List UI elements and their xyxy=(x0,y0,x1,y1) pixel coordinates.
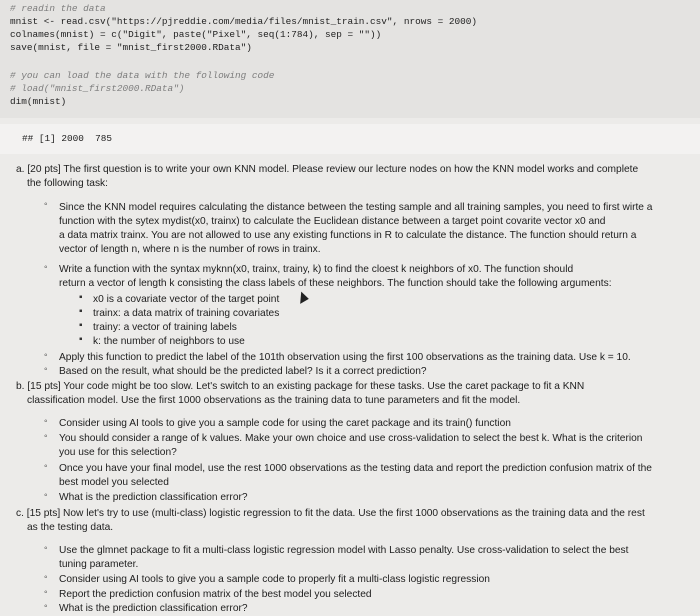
code-line: colnames(mnist) = c("Digit", paste("Pixel", seq(1:784), sep = "")) xyxy=(10,29,382,40)
qa-bullet-3: Apply this function to predict the label of the 101th observation using the first 100 observations as the training data. Use k = 10. xyxy=(59,352,631,363)
qb-bullet-3-line-1: Once you have your final model, use the rest 1000 observations as the testing data and report the prediction confusion matrix of the xyxy=(59,463,652,474)
output-line: ## [1] 2000 785 xyxy=(22,133,113,144)
qa-bullet-2-line-2: return a vector of length k consisting the class labels of these neighbors. The function should take the following arguments: xyxy=(59,278,612,289)
bullet-icon: ◦ xyxy=(44,543,48,554)
qa-bullet-2-line-1: Write a function with the syntax myknn(x0, trainx, trainy, k) to find the cloest k neighbors of x0. The function should xyxy=(59,264,574,275)
qc-bullet-4: What is the prediction classification error? xyxy=(59,603,248,614)
qc-bullet-1-line-1: Use the glmnet package to fit a multi-class logistic regression model with Lasso penalty. Use cross-validation to select the best xyxy=(59,545,629,556)
mouse-cursor-icon xyxy=(295,290,309,304)
bullet-icon: ◦ xyxy=(44,572,48,583)
code-line: dim(mnist) xyxy=(10,96,67,107)
square-bullet-icon: ▪ xyxy=(79,306,83,317)
qc-bullet-2: Consider using AI tools to give you a sample code to properly fit a multi-class logistic regression xyxy=(59,574,490,585)
bullet-icon: ◦ xyxy=(44,490,48,501)
square-bullet-icon: ▪ xyxy=(79,292,83,303)
qb-bullet-2-line-1: You should consider a range of k values. Make your own choice and use cross-validation to select the best k. What is the criterion xyxy=(59,433,643,444)
code-comment: # you can load the data with the following code xyxy=(10,70,275,81)
bullet-icon: ◦ xyxy=(44,587,48,598)
question-b-heading: b. [15 pts] Your code might be too slow. Let's switch to an existing package for these tasks. Use the caret package to fit a KNN xyxy=(16,381,585,392)
question-b-heading-cont: classification model. Use the first 1000 observations as the training data to tune parameters and fit the model. xyxy=(27,395,521,406)
qa-arg-x0: x0 is a covariate vector of the target point xyxy=(93,294,280,305)
bullet-icon: ◦ xyxy=(44,350,48,361)
code-line: mnist <- read.csv("https://pjreddie.com/media/files/mnist_train.csv", nrows = 2000) xyxy=(10,16,477,27)
output-block xyxy=(0,124,700,154)
code-block xyxy=(0,0,700,118)
bullet-icon: ◦ xyxy=(44,601,48,612)
bullet-icon: ◦ xyxy=(44,416,48,427)
bullet-icon: ◦ xyxy=(44,431,48,442)
qa-bullet-4: Based on the result, what should be the predicted label? Is it a correct prediction? xyxy=(59,366,427,377)
qa-arg-k: k: the number of neighbors to use xyxy=(93,336,245,347)
question-c-heading-cont: as the testing data. xyxy=(27,522,114,533)
qb-bullet-3-line-2: best model you selected xyxy=(59,477,169,488)
qc-bullet-1-line-2: tuning parameter. xyxy=(59,559,139,570)
bullet-icon: ◦ xyxy=(44,364,48,375)
code-comment: # load("mnist_first2000.RData") xyxy=(10,83,185,94)
question-a-heading-cont: the following task: xyxy=(27,178,108,189)
qa-bullet-1-line-3: a data matrix trainx. You are not allowed to use any existing functions in R to calculate the distance. The function should return a xyxy=(59,230,637,241)
bullet-icon: ◦ xyxy=(44,262,48,273)
bullet-icon: ◦ xyxy=(44,461,48,472)
question-a-heading: a. [20 pts] The first question is to write your own KNN model. Please review our lecture nodes on how the KNN model works and complete xyxy=(16,164,639,175)
bullet-icon: ◦ xyxy=(44,199,48,210)
qb-bullet-2-line-2: you use for this selection? xyxy=(59,447,177,458)
qa-bullet-1-line-1: Since the KNN model requires calculating the distance between the testing sample and all training samples, you need to first wirte a xyxy=(59,202,653,213)
qb-bullet-4: What is the prediction classification error? xyxy=(59,492,248,503)
qa-arg-trainx: trainx: a data matrix of training covariates xyxy=(93,308,280,319)
qa-bullet-1-line-4: vector of length n, where n is the number of rows in trainx. xyxy=(59,244,321,255)
qa-arg-trainy: trainy: a vector of training labels xyxy=(93,322,237,333)
question-c-heading: c. [15 pts] Now let's try to use (multi-class) logistic regression to fit the data. Use the first 1000 observations as the training data and the rest xyxy=(16,508,645,519)
code-comment: # readin the data xyxy=(10,3,106,14)
qc-bullet-3: Report the prediction confusion matrix of the best model you selected xyxy=(59,589,372,600)
qb-bullet-1: Consider using AI tools to give you a sample code for using the caret package and its train() function xyxy=(59,418,511,429)
square-bullet-icon: ▪ xyxy=(79,320,83,331)
code-line: save(mnist, file = "mnist_first2000.RData") xyxy=(10,42,252,53)
qa-bullet-1-line-2: function with the sytex mydist(x0, trainx) to calculate the Euclidean distance between a target point covarite vector x0 and xyxy=(59,216,606,227)
square-bullet-icon: ▪ xyxy=(79,334,83,345)
